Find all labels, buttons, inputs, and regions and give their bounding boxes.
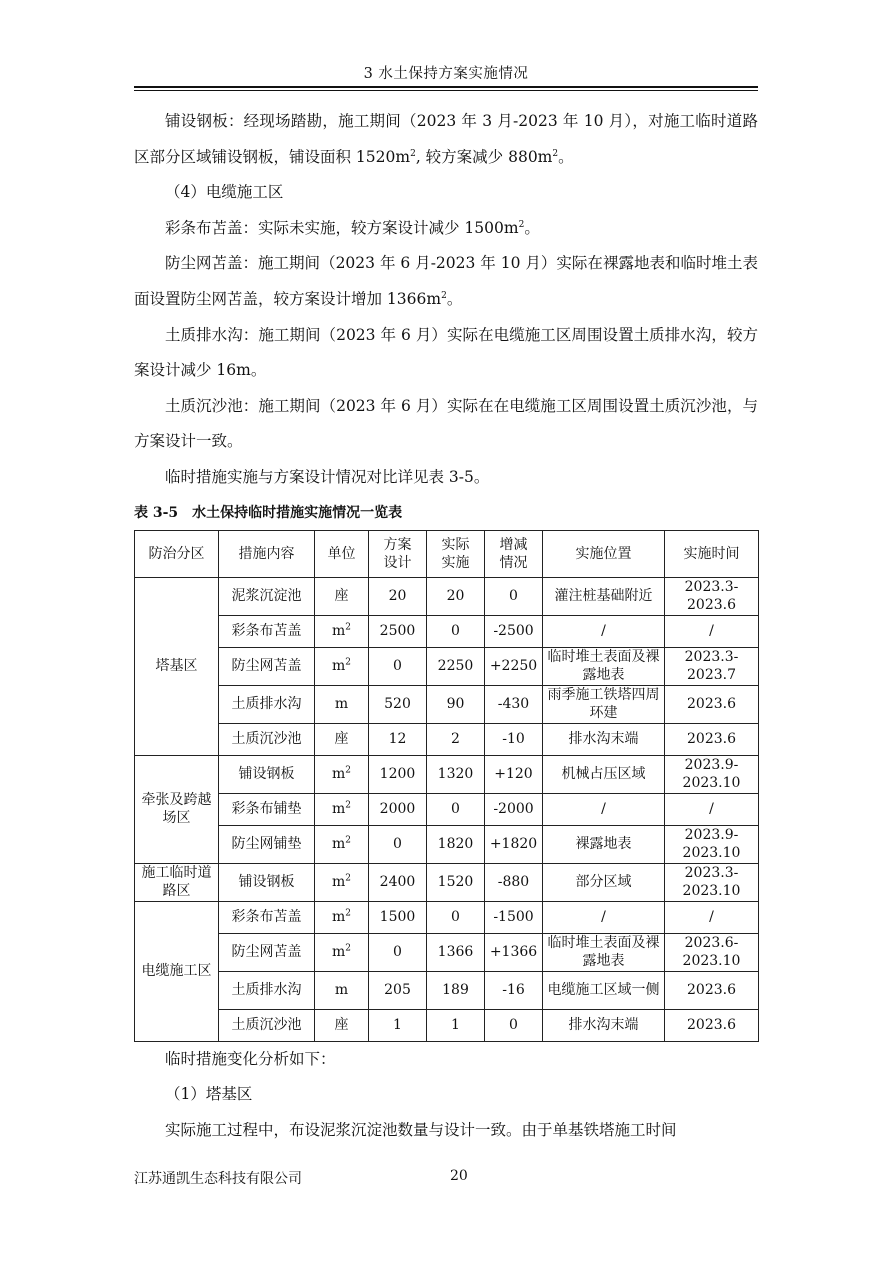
plan-cell: 20 [369, 577, 427, 615]
table-row [135, 971, 759, 1009]
body-paragraph: 防尘网苫盖：施工期间（2023 年 6 月-2023 年 10 月）实际在裸露地表和临时堆土表面设置防尘网苫盖，较方案设计增加 $1366m^2$。 [134, 254, 758, 308]
change-cell: -10 [485, 723, 543, 755]
unit-cell: $m^2$ [315, 755, 369, 793]
plan-cell: 1200 [369, 755, 427, 793]
measure-cell: 彩条布苫盖 [219, 615, 315, 647]
table-row [135, 1009, 759, 1041]
unit-cell: 座 [315, 577, 369, 615]
plan-cell: 0 [369, 933, 427, 971]
table-row [135, 615, 759, 647]
change-cell: 0 [485, 577, 543, 615]
change-cell: +1820 [485, 825, 543, 863]
table-caption: 表 3-5 水土保持临时措施实施情况一览表 [134, 504, 403, 521]
measure-cell: 泥浆沉淀池 [219, 577, 315, 615]
table-row [135, 933, 759, 971]
location-cell: 机械占压区域 [543, 755, 665, 793]
unit-cell: $m^2$ [315, 647, 369, 685]
page-body [134, 104, 758, 1148]
actual-cell: 0 [427, 793, 485, 825]
actual-cell: 0 [427, 901, 485, 933]
change-cell: -1500 [485, 901, 543, 933]
plan-cell: 2000 [369, 793, 427, 825]
column-header: 单位 [315, 530, 369, 577]
measure-cell: 防尘网苫盖 [219, 647, 315, 685]
body-paragraph: 铺设钢板：经现场踏勘，施工期间（2023 年 3 月-2023 年 10 月），对施工临时道路区部分区域铺设钢板，铺设面积 $1520m^2$, 较方案减少 $880m^2$。 [134, 112, 758, 166]
measure-cell: 彩条布苫盖 [219, 901, 315, 933]
footer-company: 江苏通凯生态科技有限公司 [134, 1171, 302, 1187]
zone-cell: 电缆施工区 [135, 901, 219, 1041]
body-paragraph: （1）塔基区 [165, 1085, 253, 1104]
measure-cell: 防尘网铺垫 [219, 825, 315, 863]
measure-cell: 彩条布铺垫 [219, 793, 315, 825]
plan-cell: 2400 [369, 863, 427, 901]
unit-cell: m [315, 685, 369, 723]
bottom-paragraphs [134, 1042, 758, 1149]
column-header: 实施时间 [665, 530, 759, 577]
column-header: 方案 设计 [369, 530, 427, 577]
table-row [135, 863, 759, 901]
measure-cell: 土质排水沟 [219, 971, 315, 1009]
actual-cell: 1820 [427, 825, 485, 863]
time-cell: 2023.6 [665, 685, 759, 723]
actual-cell: 1520 [427, 863, 485, 901]
unit-cell: $m^2$ [315, 793, 369, 825]
table-row [135, 825, 759, 863]
column-header: 措施内容 [219, 530, 315, 577]
column-header: 实施位置 [543, 530, 665, 577]
location-cell: / [543, 793, 665, 825]
change-cell: -16 [485, 971, 543, 1009]
actual-cell: 0 [427, 615, 485, 647]
change-cell: -2000 [485, 793, 543, 825]
location-cell: 排水沟末端 [543, 723, 665, 755]
plan-cell: 205 [369, 971, 427, 1009]
plan-cell: 0 [369, 647, 427, 685]
actual-cell: 90 [427, 685, 485, 723]
plan-cell: 520 [369, 685, 427, 723]
change-cell: -880 [485, 863, 543, 901]
page-number: 20 [450, 1168, 468, 1184]
measure-cell: 土质沉沙池 [219, 1009, 315, 1041]
location-cell: / [543, 615, 665, 647]
actual-cell: 20 [427, 577, 485, 615]
unit-cell: $m^2$ [315, 901, 369, 933]
body-paragraph: 实际施工过程中，布设泥浆沉淀池数量与设计一致。由于单基铁塔施工时间 [165, 1120, 677, 1139]
column-header: 防治分区 [135, 530, 219, 577]
plan-cell: 1500 [369, 901, 427, 933]
actual-cell: 1366 [427, 933, 485, 971]
table-row [135, 577, 759, 615]
table-row [135, 793, 759, 825]
table-row [135, 647, 759, 685]
table-row [135, 723, 759, 755]
actual-cell: 189 [427, 971, 485, 1009]
change-cell: 0 [485, 1009, 543, 1041]
actual-cell: 1 [427, 1009, 485, 1041]
plan-cell: 12 [369, 723, 427, 755]
unit-cell: $m^2$ [315, 863, 369, 901]
time-cell: 2023.3- 2023.7 [665, 647, 759, 685]
plan-cell: 2500 [369, 615, 427, 647]
measure-cell: 铺设钢板 [219, 755, 315, 793]
unit-cell: $m^2$ [315, 615, 369, 647]
plan-cell: 0 [369, 825, 427, 863]
time-cell: 2023.6- 2023.10 [665, 933, 759, 971]
body-paragraph: 临时措施变化分析如下： [165, 1049, 336, 1068]
location-cell: / [543, 901, 665, 933]
unit-cell: $m^2$ [315, 933, 369, 971]
plan-cell: 1 [369, 1009, 427, 1041]
table-body [135, 577, 759, 1041]
body-paragraph: （4）电缆施工区 [165, 183, 284, 202]
actual-cell: 1320 [427, 755, 485, 793]
unit-cell: m [315, 971, 369, 1009]
location-cell: 部分区域 [543, 863, 665, 901]
table-row [135, 755, 759, 793]
actual-cell: 2 [427, 723, 485, 755]
unit-cell: 座 [315, 723, 369, 755]
location-cell: 临时堆土表面及裸露地表 [543, 647, 665, 685]
measure-cell: 防尘网苫盖 [219, 933, 315, 971]
time-cell: 2023.6 [665, 723, 759, 755]
time-cell: 2023.6 [665, 1009, 759, 1041]
zone-cell: 牵张及跨越场区 [135, 755, 219, 863]
zone-cell: 塔基区 [135, 577, 219, 755]
top-paragraphs [134, 104, 758, 496]
column-header: 实际 实施 [427, 530, 485, 577]
change-cell: -2500 [485, 615, 543, 647]
measure-cell: 铺设钢板 [219, 863, 315, 901]
body-paragraph: 土质沉沙池：施工期间（2023 年 6 月）实际在在电缆施工区周围设置土质沉沙池，与方案设计一致。 [134, 396, 758, 451]
measure-cell: 土质排水沟 [219, 685, 315, 723]
body-paragraph: 土质排水沟：施工期间（2023 年 6 月）实际在电缆施工区周围设置土质排水沟，较方案设计减少 16m。 [134, 325, 758, 380]
unit-cell: $m^2$ [315, 825, 369, 863]
time-cell: 2023.3- 2023.6 [665, 577, 759, 615]
change-cell: +2250 [485, 647, 543, 685]
header-rule [134, 86, 758, 91]
location-cell: 排水沟末端 [543, 1009, 665, 1041]
change-cell: +120 [485, 755, 543, 793]
location-cell: 雨季施工铁塔四周环建 [543, 685, 665, 723]
time-cell: 2023.9- 2023.10 [665, 755, 759, 793]
column-header: 增减 情况 [485, 530, 543, 577]
table-header-row [135, 530, 759, 577]
table-row [135, 685, 759, 723]
location-cell: 电缆施工区域一侧 [543, 971, 665, 1009]
table-row [135, 901, 759, 933]
actual-cell: 2250 [427, 647, 485, 685]
body-paragraph: 临时措施实施与方案设计情况对比详见表 3-5。 [165, 467, 490, 486]
time-cell: 2023.3- 2023.10 [665, 863, 759, 901]
running-header: 3 水土保持方案实施情况 [363, 66, 529, 82]
time-cell: / [665, 615, 759, 647]
location-cell: 裸露地表 [543, 825, 665, 863]
measures-table [134, 530, 759, 1042]
time-cell: 2023.6 [665, 971, 759, 1009]
time-cell: 2023.9- 2023.10 [665, 825, 759, 863]
zone-cell: 施工临时道路区 [135, 863, 219, 901]
measure-cell: 土质沉沙池 [219, 723, 315, 755]
location-cell: 临时堆土表面及裸露地表 [543, 933, 665, 971]
body-paragraph: 彩条布苫盖：实际未实施，较方案设计减少 $1500m^2$。 [165, 218, 540, 237]
time-cell: / [665, 901, 759, 933]
time-cell: / [665, 793, 759, 825]
change-cell: +1366 [485, 933, 543, 971]
change-cell: -430 [485, 685, 543, 723]
location-cell: 灌注桩基础附近 [543, 577, 665, 615]
unit-cell: 座 [315, 1009, 369, 1041]
